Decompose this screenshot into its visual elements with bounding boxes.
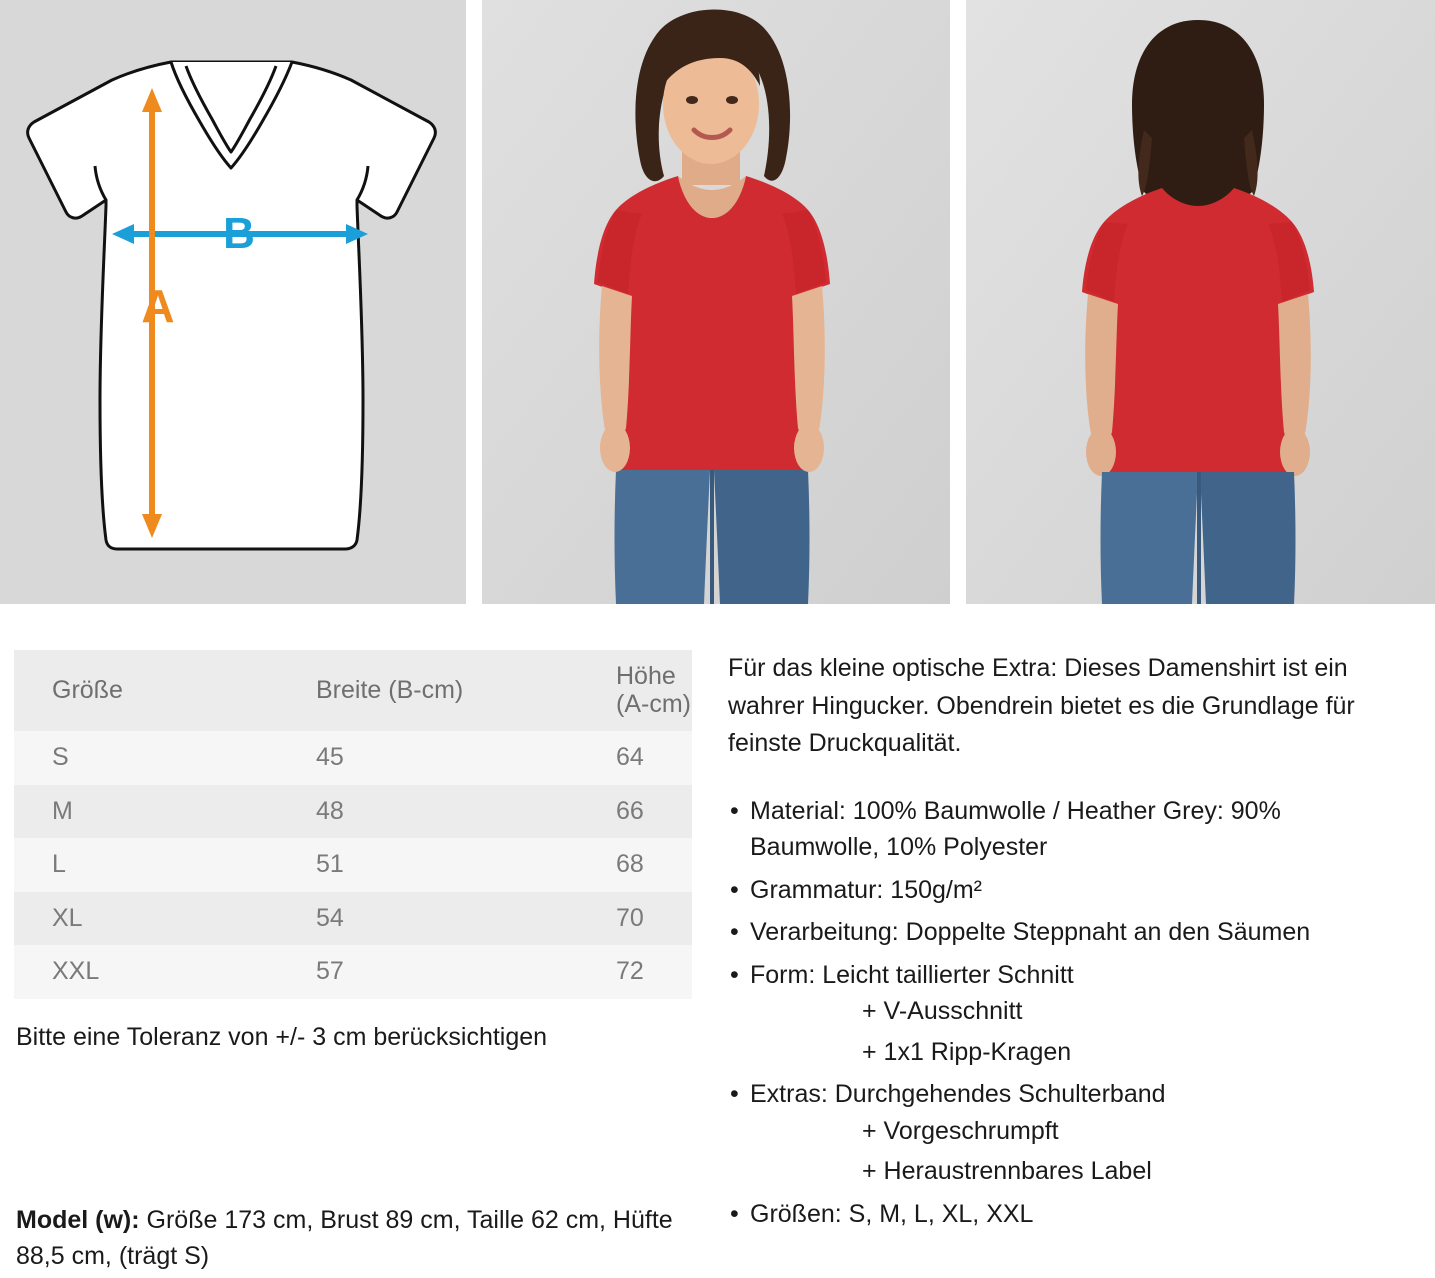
model-info-label: Model (w): <box>16 1205 140 1234</box>
table-row <box>14 838 692 892</box>
header-size: Größe <box>52 675 123 704</box>
feature-text: Material: 100% Baumwolle / Heather Grey: 90% Baumwolle, 10% Polyester <box>750 796 1281 861</box>
shirt-measurement-diagram <box>0 0 466 604</box>
feature-subitem: + V-Ausschnitt <box>862 997 1023 1025</box>
model-info <box>14 1202 700 1275</box>
feature-text: Form: Leicht taillierter Schnitt <box>750 960 1074 989</box>
width-label: B <box>223 209 255 258</box>
table-row <box>14 945 692 999</box>
cell-height: 70 <box>616 903 644 932</box>
list-item <box>728 914 1410 951</box>
model-front-illustration <box>482 0 951 604</box>
cell-size: XXL <box>52 957 100 985</box>
header-height: Höhe (A-cm) <box>616 662 691 718</box>
feature-subitem: + Vorgeschrumpft <box>862 1116 1059 1145</box>
list-item <box>728 1076 1410 1190</box>
size-diagram-panel <box>0 0 466 604</box>
size-table-head <box>14 650 692 731</box>
list-item <box>728 872 1410 909</box>
header-width: Breite (B-cm) <box>316 675 464 704</box>
cell-width: 48 <box>316 796 344 825</box>
cell-size: XL <box>52 903 83 932</box>
cell-size: M <box>52 796 73 825</box>
table-row <box>14 731 692 785</box>
cell-width: 51 <box>316 850 344 878</box>
cell-size: S <box>52 743 69 771</box>
size-info-column <box>0 650 700 1274</box>
cell-height: 72 <box>616 957 644 985</box>
size-table-body <box>14 731 692 999</box>
product-image-row <box>0 0 1435 604</box>
list-item <box>728 957 1410 1071</box>
feature-subitem: + Heraustrennbares Label <box>862 1157 1152 1185</box>
size-table <box>14 650 692 999</box>
cell-height: 64 <box>616 743 644 771</box>
model-front-photo <box>482 0 951 604</box>
feature-text: Größen: S, M, L, XL, XXL <box>750 1199 1034 1228</box>
cell-width: 54 <box>316 903 344 932</box>
product-details-section <box>0 650 1435 1274</box>
tolerance-note: Bitte eine Toleranz von +/- 3 cm berücksichtigen <box>16 1022 548 1051</box>
cell-width: 45 <box>316 743 344 771</box>
cell-height: 66 <box>616 796 644 825</box>
cell-height: 68 <box>616 850 644 878</box>
model-back-photo <box>966 0 1435 604</box>
feature-text: Extras: Durchgehendes Schulterband <box>750 1080 1166 1108</box>
cell-size: L <box>52 850 66 878</box>
feature-subitem: + 1x1 Ripp-Kragen <box>862 1037 1072 1066</box>
model-info-text: Größe 173 cm, Brust 89 cm, Taille 62 cm, Hüfte 88,5 cm, (trägt S) <box>16 1205 673 1270</box>
list-item <box>728 793 1410 866</box>
list-item <box>728 1196 1410 1233</box>
feature-text: Verarbeitung: Doppelte Steppnaht an den Säumen <box>750 918 1311 946</box>
model-back-illustration <box>966 0 1435 604</box>
description-column <box>700 650 1420 1274</box>
table-row <box>14 892 692 946</box>
table-row <box>14 785 692 839</box>
height-label: A <box>141 280 175 332</box>
description-intro: Für das kleine optische Extra: Dieses Damenshirt ist ein wahrer Hingucker. Obendrein bietet es die Grundlage für feinste Druckqualität. <box>728 654 1355 757</box>
feature-text: Grammatur: 150g/m² <box>750 875 983 904</box>
table-header-row <box>14 650 692 731</box>
cell-width: 57 <box>316 957 344 985</box>
feature-list <box>728 793 1420 1233</box>
